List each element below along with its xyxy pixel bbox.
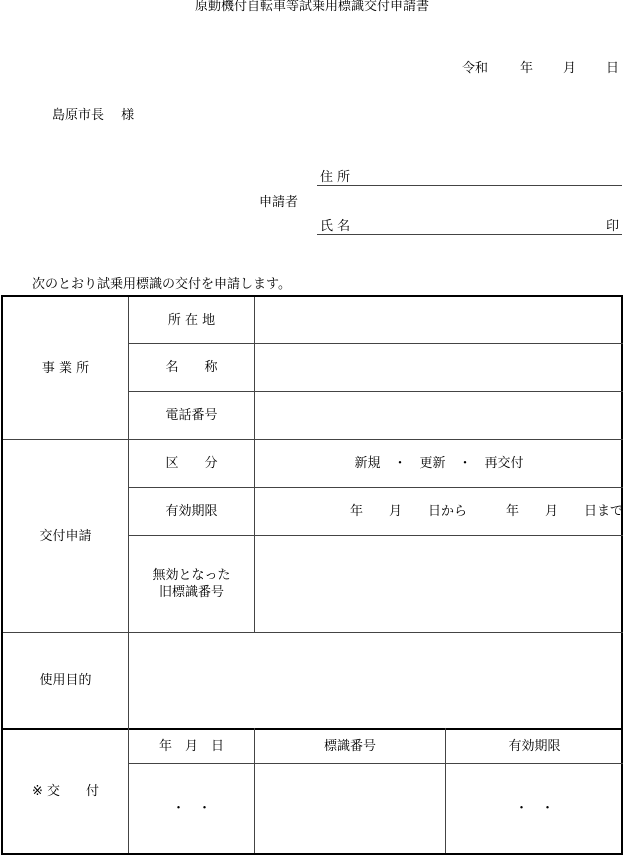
old-number-label-line1: 無効となった (152, 568, 231, 583)
addressee: 島原市長 様 (52, 108, 135, 123)
address-label: 住 所 (320, 170, 351, 185)
old-number-label (129, 536, 254, 632)
seal-mark: 印 (606, 219, 620, 234)
date-era: 令和 (462, 61, 489, 76)
date-day: 日 (606, 61, 620, 76)
phone-field[interactable] (255, 392, 623, 439)
name-line[interactable] (317, 234, 622, 235)
date-month: 月 (563, 61, 577, 76)
validity-label: 有効期限 (165, 504, 218, 519)
label-number-field[interactable] (255, 764, 445, 853)
delivery-date-field[interactable]: ・ ・ (171, 801, 211, 816)
office-name-field[interactable] (255, 344, 623, 391)
delivery-section-label: ※ 交 付 (31, 784, 100, 799)
phone-label: 電話番号 (165, 408, 218, 423)
applicant-label: 申請者 (259, 195, 299, 210)
address-line[interactable] (317, 185, 622, 186)
application-form-table (1, 295, 623, 855)
expiry-field[interactable]: ・ ・ (514, 801, 554, 816)
name-label: 氏 名 (320, 219, 351, 234)
label-number-header: 標識番号 (323, 739, 376, 754)
location-field[interactable] (255, 297, 623, 343)
purpose-field[interactable] (129, 633, 623, 728)
old-number-label-line2: 旧標識番号 (158, 585, 224, 600)
office-section-label: 事 業 所 (41, 360, 90, 376)
intro-text: 次のとおり試乗用標識の交付を申請します。 (32, 277, 291, 292)
validity-field[interactable]: 年 月 日から 年 月 日まで (349, 504, 623, 519)
purpose-label: 使用目的 (39, 673, 92, 688)
delivery-date-header: 年 月 日 (158, 739, 224, 754)
expiry-header: 有効期限 (508, 739, 561, 754)
document-title: 原動機付自転車等試乗用標識交付申請書 (194, 0, 429, 14)
category-label: 区 分 (165, 456, 218, 471)
location-label: 所 在 地 (167, 312, 216, 328)
office-name-label: 名 称 (165, 360, 218, 375)
category-options[interactable]: 新規 ・ 更新 ・ 再交付 (354, 456, 524, 471)
old-number-field[interactable] (255, 536, 623, 632)
date-year: 年 (520, 61, 534, 76)
issuance-section-label: 交付申請 (39, 528, 92, 544)
